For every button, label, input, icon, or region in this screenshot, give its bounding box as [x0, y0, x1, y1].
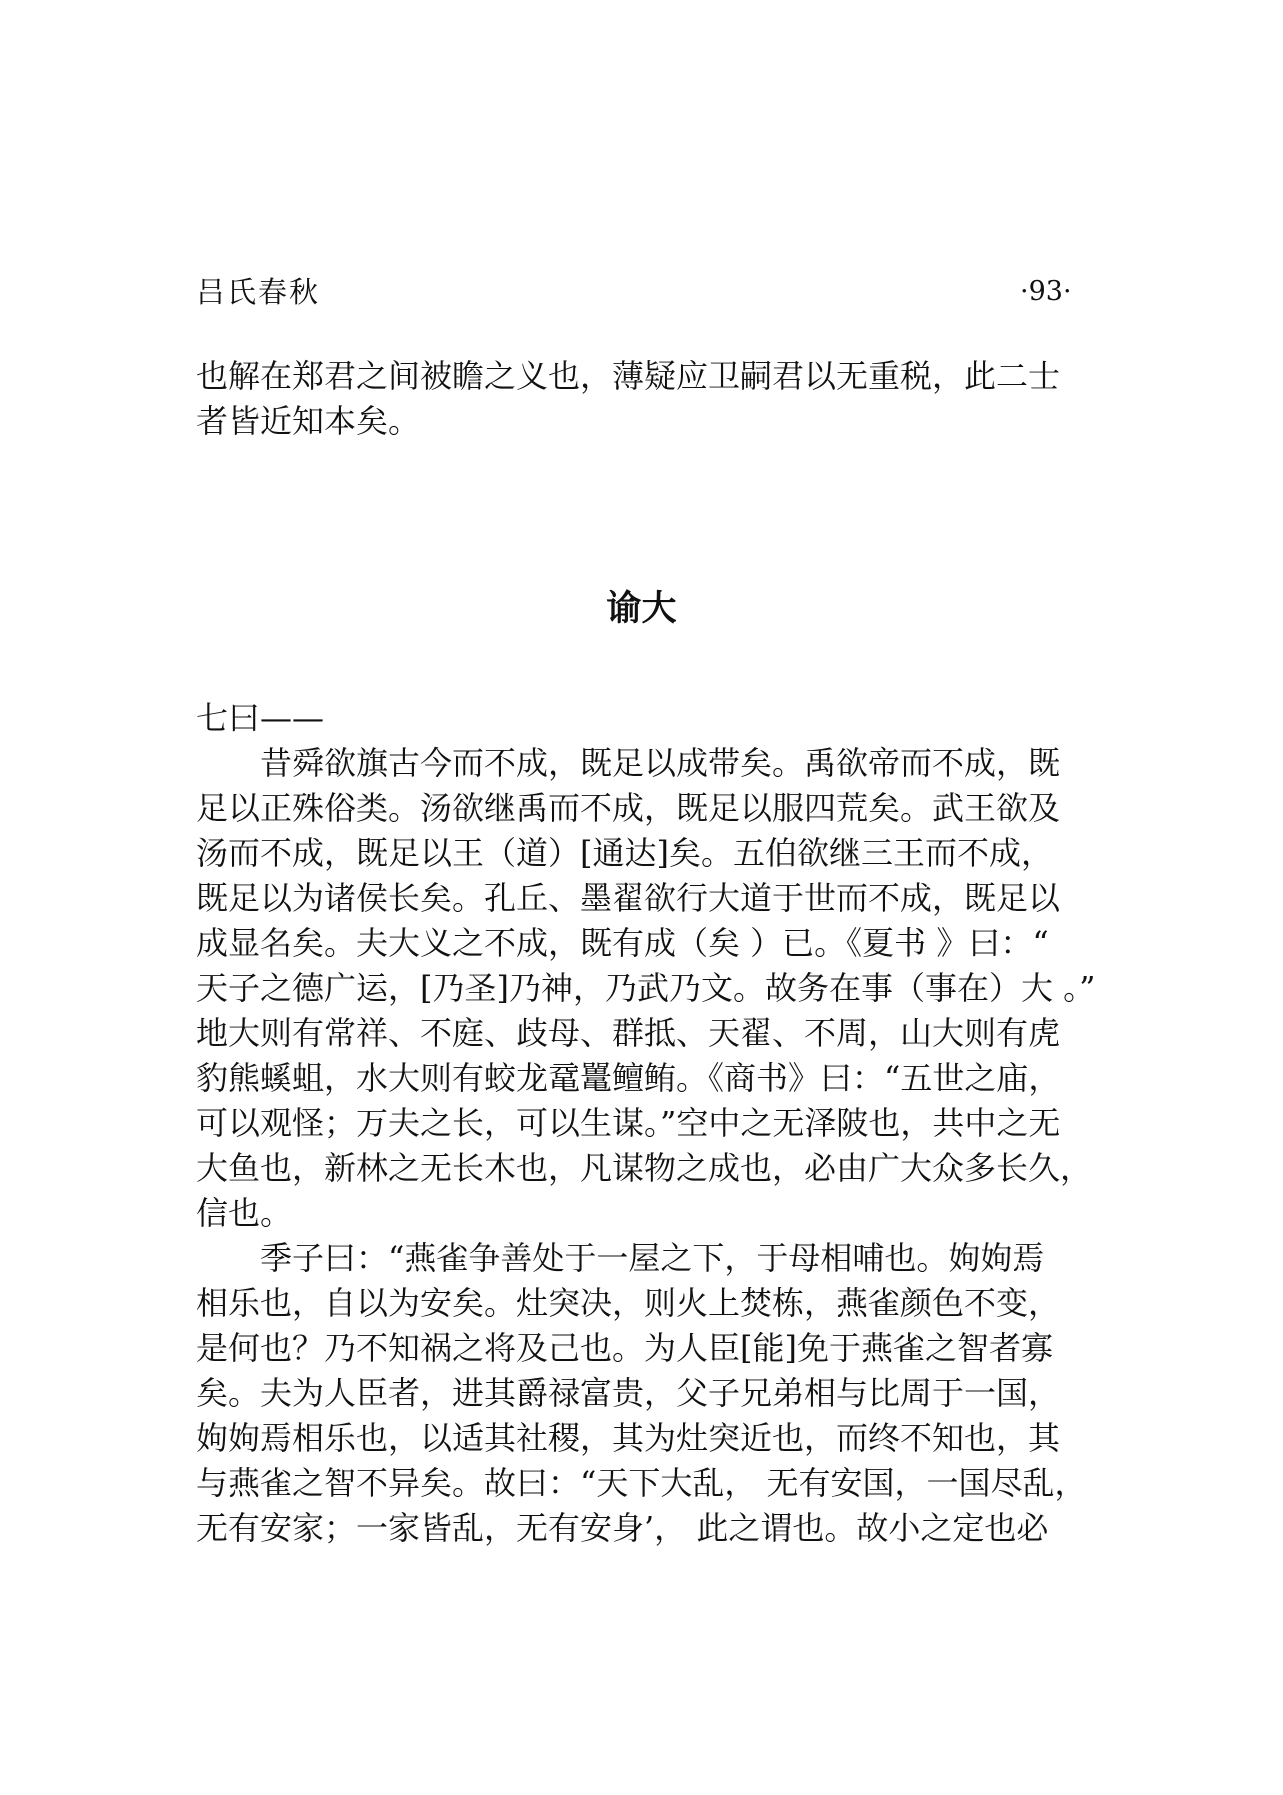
- text-line: 无有安家；一家皆乱，无有安身’， 此之谓也。故小之定也必: [196, 1509, 1049, 1547]
- text-line: 汤而不成，既足以王（道）[通达]矣。五伯欲继三王而不成，: [196, 834, 1053, 872]
- continuation-paragraph: [196, 354, 1096, 444]
- text-line: 可以观怪；万夫之长，可以生谋。”空中之无泽陂也，共中之无: [196, 1104, 1061, 1142]
- text-line: 豹熊螇蛆，水大则有蛟龙鼋鼍鳣鲔。《商书》曰：“五世之庙，: [196, 1059, 1061, 1097]
- text-line: 天子之德广运，[乃圣]乃神，乃武乃文。故务在事（事在）大 。”: [196, 969, 1096, 1007]
- page-number: ·93·: [1020, 276, 1072, 307]
- text-line: 姁姁焉相乐也，以适其社稷，其为灶突近也，而终不知也，其: [196, 1419, 1061, 1457]
- section-body: [196, 696, 1096, 1551]
- text-line: 足以正殊俗类。汤欲继禹而不成，既足以服四荒矣。武王欲及: [196, 789, 1061, 827]
- text-line: 地大则有常祥、不庭、歧母、群抵、天翟、不周，山大则有虎: [196, 1014, 1061, 1052]
- text-line: 季子曰：“燕雀争善处于一屋之下，于母相哺也。姁姁焉: [260, 1239, 1045, 1277]
- text-line: 大鱼也，新林之无长木也，凡谋物之成也，必由广大众多长久，: [196, 1149, 1093, 1187]
- text-line: 是何也？乃不知祸之将及己也。为人臣[能]免于燕雀之智者寡: [196, 1329, 1053, 1367]
- text-line: 相乐也，自以为安矣。灶突决，则火上焚栋，燕雀颜色不变，: [196, 1284, 1061, 1322]
- text-line: 也解在郑君之间被瞻之义也，薄疑应卫嗣君以无重税，此二士: [196, 357, 1061, 395]
- text-line: 成显名矣。夫大义之不成，既有成（矣 ）已。《夏书 》曰：“: [196, 924, 1049, 962]
- text-line: 既足以为诸侯长矣。孔丘、墨翟欲行大道于世而不成，既足以: [196, 879, 1061, 917]
- text-line: 者皆近知本矣。: [196, 402, 421, 440]
- text-line: 与燕雀之智不异矣。故曰：“天下大乱， 无有安国，一国尽乱，: [196, 1464, 1087, 1502]
- text-line: 信也。: [196, 1194, 293, 1232]
- text-line: 矣。夫为人臣者，进其爵禄富贵，父子兄弟相与比周于一国，: [196, 1374, 1061, 1412]
- text-line: 七曰——: [196, 699, 325, 737]
- section-title: 谕大: [606, 589, 677, 629]
- text-line: 昔舜欲旗古今而不成，既足以成带矣。禹欲帝而不成，既: [260, 744, 1061, 782]
- running-header-title: 吕氏春秋: [196, 275, 321, 309]
